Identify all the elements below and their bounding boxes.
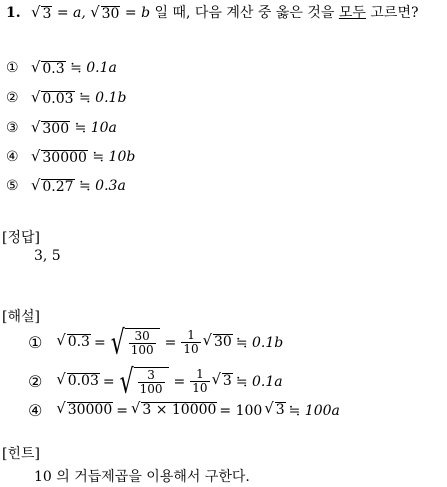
option-5[interactable] [6,178,126,195]
sqrt-expression: √ 30000 [31,148,87,166]
option-rest: ≒ 10a [74,120,117,136]
solution-number: ② [28,372,43,392]
hint-text: 10 의 거듭제곱을 이용해서 구한다. [34,469,250,485]
option-number: ② [6,90,19,106]
sqrt-fraction: √ $\frac{3}{100}$ [120,367,169,396]
solution-tail: ≒ 100a [288,402,340,419]
equals-sign: = [102,373,115,390]
question-text-end: 고르면? [370,5,419,21]
solution-number: ④ [28,401,43,420]
option-number: ④ [6,149,19,165]
answer-heading: [정답] [2,230,40,246]
sqrt-expression: √ 0.3 [56,332,90,351]
solution-heading: [해설] [2,309,40,325]
fraction: $\frac{3}{100}$ [139,368,163,397]
option-4[interactable] [6,149,135,166]
option-number: ⑤ [6,178,19,194]
option-number: ① [6,60,19,76]
question-emphasis: 모두 [338,5,366,21]
option-3[interactable] [6,120,117,137]
hint-heading: [힌트] [2,446,40,462]
solution-row-1 [28,325,284,363]
sqrt-expression: √ 30 [90,4,120,22]
solution-mid: = 100 [219,402,263,419]
fraction: $\frac{1}{10}$ [183,328,199,357]
solution-row-3 [28,401,340,420]
option-rest: ≒ 0.3a [79,178,126,194]
solution-tail: ≒ 0.1b [235,334,284,351]
sqrt-expression: √ 3 [211,371,232,390]
equals-sign: = [164,334,177,351]
option-number: ③ [6,120,19,136]
question-number: 1. [6,5,21,21]
sqrt-expression: √ 3 × 10000 [130,400,217,419]
equals-sign: = [93,334,106,351]
sqrt-expression: √ 0.27 [31,177,74,195]
sqrt-expression: √ 30000 [56,400,113,419]
answer-value: 3, 5 [34,248,61,264]
equals-sign: = [173,373,186,390]
sqrt-expression: √ 300 [31,119,70,137]
fraction: $\frac{1}{10}$ [192,367,208,396]
solution-number: ① [28,333,43,353]
solution-tail: ≒ 0.1a [235,373,283,390]
sqrt-expression: √ 0.03 [56,371,99,390]
option-rest: ≒ 0.1b [79,90,127,106]
sqrt-expression: √ 0.3 [31,59,65,77]
equation-b: = b [124,5,151,21]
option-1[interactable] [6,60,117,77]
sqrt-expression: √ 0.03 [31,89,74,107]
solution-row-2 [28,364,283,402]
option-rest: ≒ 0.1a [70,60,117,76]
equation-a: = a, [56,5,86,21]
fraction: $\frac{30}{100}$ [130,329,154,358]
option-rest: ≒ 10b [92,149,136,165]
question-line [6,2,418,22]
sqrt-fraction: √ $\frac{30}{100}$ [111,328,160,357]
sqrt-expression: √ 30 [202,332,232,351]
sqrt-expression: √ 3 [264,400,285,419]
option-2[interactable] [6,90,126,107]
sqrt-expression: √ 3 [31,4,52,22]
question-text: 일 때, 다음 계산 중 옳은 것을 [154,5,335,21]
equals-sign: = [116,402,128,419]
